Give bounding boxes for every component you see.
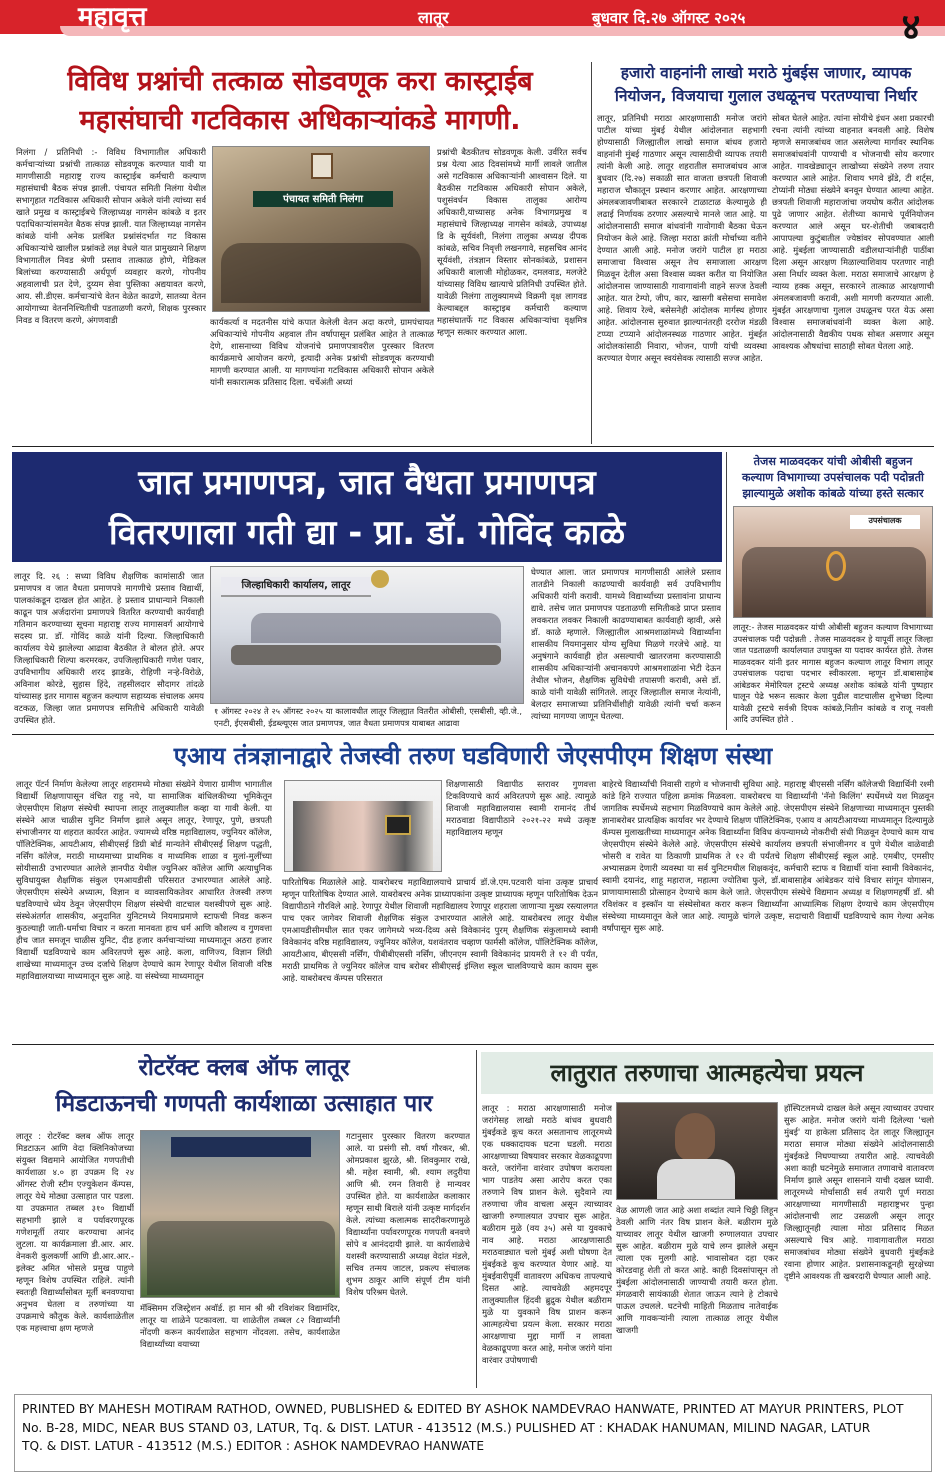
story2-headline-line1: हजारो वाहनांनी लाखो मराठे मुंबईस जाणार, व्यापक bbox=[620, 64, 912, 82]
story3-photo-sign: जिल्हाधिकारी कार्यालय, लातूर bbox=[221, 577, 371, 597]
section-divider bbox=[12, 446, 934, 447]
page-number: ४ bbox=[901, 7, 921, 48]
imprint-text bbox=[22, 1400, 927, 1456]
story4-headline-line2: कल्याण विभागाच्या उपसंचालक पदी पदोन्नती bbox=[742, 471, 924, 484]
story4-photo-sign: उपसंचालक bbox=[850, 515, 920, 529]
story5-column-1: लातूर पॅटर्न निर्माण केलेल्या लातूर शहरामध्ये मोठ्या संख्येने येणारा ग्रामीण भागातील विद्यार्थी शिक्षणापासून वंचित राहू नये, या सामाजिक बांधिलकीच्या भूमिकेतून जेएसपीएम शिक्षण संस्थेची स्थापना लातूर तालुक्यातील कव्हा या गावी केली. या संस्थेने आज चाळीस युनिट निर्माण झाले असून लातूर, रेणापूर, पुणे, छत्रपती संभाजीनगर या शहरात कार्यरत आहेत. ज्यामध्ये वरिष्ठ महाविद्यालय, ज्युनियर कॉलेज, पॉलिटेक्निक, आयटीआय, सीबीएसई डिग्री बोर्ड मान्यतेने सीबीएसई शिक्षण पद्धती, नर्सिंग कॉलेज, मराठी माध्यमाच्या प्राथमिक व माध्यमिक शाळा व मुलां-मुलींच्या सोयीसाठी उभारण्यात आलेले ज्ञानपीठ येथील ज्युनिअर कॉलेज आणि अत्याधुनिक सुविधायुक्त शैक्षणिक संकुल एमआयडीसी परिसरात उभारण्यात आलेले आहे. जेएसपीएम संस्थेने अध्यात्म, विज्ञान व व्यावसायिकतेवर आधारित तेजस्वी तरुण घडविण्याचे ध्येय ठेवून जेएसपीएम शिक्षण संस्थेची वाटचाल यशस्वीपणे सुरू आहे. संस्थेअंतर्गत शासकीय, अनुदानित युनिटमध्ये नियमाप्रमाणे स्टाफची निवड करून कुठल्याही जाती-धर्माचा विचार न करता मानवता हाच धर्म आणि कौशल्य व गुणवत्ता हीच जात समजून चाळीस युनिट, दीड हजार कर्मचाऱ्यांच्या माध्यमातून अठरा हजार विद्यार्थी घडविण्याचे काम अविरतपणे सुरू आहे. कला, वाणिज्य, विज्ञान लिंग्री शाखेच्या माध्यमातून उच्च दर्जाचे शिक्षण देण्याचे काम रेणापूर येथील शिवाजी वरिष्ठ महाविद्यालयाच्या माध्यमातून सुरू आहे. या संस्थेच्या माध्यमातून bbox=[16, 779, 272, 981]
story6-headline-line2: मिडटाऊनची गणपती कार्यशाळा उत्साहात पार bbox=[55, 1091, 433, 1117]
story2-headline bbox=[596, 62, 936, 108]
story1-photo bbox=[212, 146, 430, 312]
award-plaque-icon bbox=[385, 815, 411, 835]
person-shirt-silhouette bbox=[657, 1159, 735, 1199]
person-face-silhouette bbox=[675, 1113, 715, 1161]
story3-photo-caption: १ ऑगस्ट २०२४ ते २५ ऑगस्ट २०२५ या कालावधीत लातूर जिल्ह्यात वितरीत ओबीसी, एसबीसी, व्ही.जे., एनटी, ईएसबीसी, ईडब्ल्यूएस जात प्रमाणपत्र, जात वैधता प्रमाणपत्र याबाबत आढावा bbox=[214, 706, 522, 728]
story4-body: लातूर:- तेजस माळवदकर यांची ओबीसी बहुजन कल्याण विभागाच्या उपसंचालक पदी पदोन्नती . तेजस माळवदकर हे यापूर्वी लातूर जिल्हा जात पडताळणी कार्यालयात उपायुक्त या पदावर कार्यरत होते. तेजस माळवदकर यांनी इतर मागास बहुजन कल्याण लातूर विभाग लातूर उपसंचालक पदाचा पदभार स्वीकारला. म्हणून डॉ.बाबासाहेब आंबेडकर मेमोरियल ट्रस्टचे अध्यक्ष अशोक कांबळे यांनी पुष्पहार घालून पेढे भरून सत्कार केला पुढील वाटचालीस शुभेच्छा दिल्या यावेळी ट्रस्टचे सर्वश्री दिपक कांबळे,नितीन कांबळे व राजू नवली आदि उपस्थित होते . bbox=[733, 622, 933, 724]
story6-headline-line1: रोटरॅक्ट क्लब ऑफ लातूर bbox=[138, 1055, 350, 1081]
story6-column-2: गटानुसार पुरस्कार वितरण करण्यात आले. या प्रसंगी सौ. वर्षा गौरकर, श्री. ओमप्रकाश झुरळे, श्री. शिवकुमार राखे, श्री. महेश स्वामी, श्री. श्याम लदुरीया आणि श्री. रमन तिवारी हे मान्यवर उपस्थित होते. या कार्यशाळेत कलाकार म्हणून साथी बिराले यांनी उत्कृष्ट मार्गदर्शन केले. त्यांच्या कलात्मक सादरीकरणामुळे विद्यार्थ्यांना पर्यावरणपूरक गणपती बनवणे सोपे व आनंददायी झाले. या कार्यशाळेचे यशस्वी करण्यासाठी अध्यक्ष वेदांत मंडले, सचिव तन्मय जाटल, प्रकल्प संचालक शुभम ठाकूर आणि संपूर्ण टीम यांनी विशेष परिश्रम घेतले. bbox=[346, 1131, 470, 1297]
story3-column-2: घेण्यात आला. जात प्रमाणपत्र मागणीसाठी आलेले प्रस्ताव तातडीने निकाली काढण्याची कार्यवाही सर्व उपविभागीय अधिकारी यांनी करावी. यामध्ये विद्यार्थ्यांच्या प्रस्तावांना प्राधान्य द्यावे. तसेच जात प्रमाणपत्र पडताळणी समितीकडे प्राप्त प्रस्ताव लवकरात लवकर निकाली काढण्याबाबत कार्यवाही व्हावी, असे डॉ. काळे म्हणाले. जिल्ह्यातील आश्रमशाळांमध्ये विद्यार्थ्यांना शासकीय नियमानुसार योग्य सुविधा मिळणे गरजेचे आहे. या अनुषंगाने कार्यवाही होत असल्याची खातरजमा करण्यासाठी शासकीय अधिकाऱ्यांनी अचानकपणे आश्रमशाळांना भेटी देऊन तेथील भोजन, शैक्षणिक सुविधेची तपासणी करावी, असे डॉ. काळे यांनी यावेळी सांगितले. लातूर जिल्हातील समाज नेत्यांनी, बेलदार समाजाच्या प्रतिनिधींशीही यावेळी त्यांनी चर्चा करून त्यांच्या मागण्या जाणून घेतल्या. bbox=[531, 567, 721, 721]
story1-headline-line2: महासंघाची गटविकास अधिकाऱ्यांकडे मागणी. bbox=[79, 105, 521, 136]
story6-headline bbox=[14, 1050, 474, 1122]
story1-headline-line1: विविध प्रश्नांची तत्काळ सोडवणूक करा कास्ट्राईब bbox=[67, 66, 533, 97]
officials-silhouette bbox=[251, 613, 501, 643]
story3-banner-line2: वितरणाला गती द्या - प्रा. डॉ. गोविंद काळे bbox=[108, 513, 626, 553]
story1-headline bbox=[14, 62, 586, 140]
story5-column-2b: पारितोषिक मिळालेले आहे. याबरोबरच महाविद्यालयाचे प्राचार्य डॉ.जे.एम.पटवारी यांना उत्कृष्ट प्राचार्य म्हणून पारितोषिक देण्यात आले. याबरोबरच अनेक प्राध्यापकांना उत्कृष्ट प्राध्यापक म्हणून पारितोषिक देऊन विद्यापीठाने गौरविले आहे. रेणापूर येथील शिवाजी महाविद्यालय रेणापूर शहराला जाणाऱ्या मुख्य रस्त्यालगत पाच एकर जागेवर शिवाजी शैक्षणिक संकुल उभारण्यात आलेले आहे. याबरोबरच लातूर येथील एमआयडीसीमधील सात एकर जागेमध्ये भव्य-दिव्य असे विवेकानंद पुरम् शैक्षणिक संकुलामध्ये स्वामी विवेकानंद वरिष्ठ महाविद्यालय, ज्युनियर कॉलेज, यशवंतराव चव्हाण फार्मसी कॉलेज, पॉलिटेक्निक कॉलेज, आयटीआय, बीएससी नर्सिंग, पीबीबीएससी नर्सिंग, जीएनएम स्वामी विवेकानंद प्रायमरी ते १२ वी पर्यंत, मराठी प्राथमिक ते ज्युनियर कॉलेज याच बरोबर सीबीएसई इंग्लिश स्कूल चालविण्याचे काम कायम सुरू आहे. याबरोबरच कॅम्पस परिसरात bbox=[282, 877, 598, 983]
story4-photo bbox=[733, 506, 933, 618]
masthead-city: लातूर bbox=[418, 8, 449, 27]
story3-banner-line1: जात प्रमाणपत्र, जात वैधता प्रमाणपत्र bbox=[138, 463, 596, 503]
story2-column-2: सोबत घेतले आहेत. त्यांना सोयीचे इंधन अशा प्रकारची रचना त्यांनी त्यांच्या वाहनात बनवली आहे. विशेष म्हणजे समाजबांधव जात असलेल्या मार्गावर स्थानिक समाजबांधवांनी पाण्याची व भोजनाची सोय करणार आहेत. गावखेड्यातून लाखोच्या संख्येने तरुण तयार करण्यात आले आहेत. शिवाय भगवे झेंडे, टी शर्ट्स, टोप्यांनी मोठ्या संख्येने बनवून घेण्यात आल्या आहेत. छत्रपती शिवाजी महाराजांचा जयघोष करीत आंदोलक पुढे जाणार आहेत. शेतीच्या कामाचे पूर्वनियोजन करण्यात आले असून घर-शेतीची जबाबदारी आपापल्या कुटुंबातील ज्येष्ठांवर सोपवण्यात आली आहे. मुंबईला जाण्यासाठी वडीलधाऱ्यांनीही पाठींबा दिला असून आरक्षण मिळाल्याशिवाय परतणार नाही असा निर्धार व्यक्त केला. मराठा समाजाचे आरक्षण हे न्याय्य हक्क असून, सरकारने तात्काळ आरक्षणाची अंमलबजावणी करावी, अशी मागणी करण्यात आली. मुंबईत आरक्षणाचा गुलाल उधळूनच परत येऊ असा विश्वास समाजबांधवांनी व्यक्त केला आहे. आंदोलनासाठी वैद्यकीय पथक सोबत असणार असून आवश्यक औषधांचा साठाही सोबत घेतला आहे. bbox=[772, 113, 934, 351]
story1-column-1: निलंगा / प्रतिनिधी :- विविध विभागातील अधिकारी कर्मचाऱ्यांच्या प्रश्नांची तात्काळ सोडवणूक करण्यात यावी या मागणीसाठी महाराष्ट्र राज्य कास्ट्राईब कर्मचारी कल्याण महासंघाची बैठक संपन्न झाली. पंचायत समिती निलंगा येथील सभागृहात गटविकास अधिकारी सोपान अकेले यांनी त्यांच्या सर्व खाते प्रमुख व कास्ट्राईबचे जिल्हाध्यक्ष नागसेन कांबळे व इतर पदाधिकाऱ्यांसमवेत बैठक संपन्न झाली. यात जिल्हाध्यक्ष नागसेन कांबळे यांनी अनेक प्रलंबित प्रश्नांसंदर्भात गट विकास अधिकाऱ्यांचे खालील प्रश्नांकडे लक्ष वेधले यात प्रामुख्याने शिक्षण विभागातील निवड श्रेणी प्रस्ताव तात्काळ होणे, मेडिकल बिलांच्या करण्यासाठी अर्धपूर्ण व्यवहार करणे, गोपनीय अहवालाची प्रत देणे, दुय्यम सेवा पुस्तिका अद्ययावत करणे, आय. सी.डीएस. कर्मचाऱ्यांचे वेतन वेळेत काढणे, सातव्या वेतन आयोगाच्या वेतननिश्चितीची पडताळणी करणे, शिक्षक पुरस्कार निवड व वितरण करणे, अंगणवाडी bbox=[16, 147, 206, 325]
story1-column-2: कार्यकर्त्या व मदतनीस यांचे कपात केलेली वेतन अदा करणे, ग्रामपंचायत अधिकाऱ्यांचे गोपनीय अहवाल तीन वर्षापासून प्रलंबित आहेत ते तात्काळ देणे, शासनाच्या विविध योजनांचे प्रमाणपत्रावरील पुरस्कार वितरण कार्यक्रमाचे आयोजन करणे, इत्यादी अनेक प्रश्नांची सोडवणूक करण्याची मागणी करण्यात आली. या मागण्यांना गटविकास अधिकारी सोपान अकेले यांनी सकारात्मक प्रतिसाद दिला. चर्चेअंती अध्यां bbox=[210, 317, 434, 387]
column-divider bbox=[591, 62, 592, 444]
newspaper-title: महावृत्त bbox=[78, 2, 147, 32]
story7-photo-person bbox=[616, 1102, 778, 1200]
column-divider bbox=[726, 452, 727, 730]
section-divider bbox=[12, 734, 934, 735]
section-divider bbox=[12, 1044, 934, 1045]
group-people-silhouette bbox=[221, 243, 421, 303]
story6-photo bbox=[140, 1130, 340, 1298]
story5-headline: एआय तंत्रज्ञानाद्वारे तेजस्वी तरुण घडविणारी जेएसपीएम शिक्षण संस्था bbox=[173, 742, 773, 770]
story4-headline-line1: तेजस माळवदकर यांची ओबीसी बहुजन bbox=[753, 455, 913, 468]
masthead-date: बुधवार दि.२७ ऑगस्ट २०२५ bbox=[592, 9, 746, 27]
column-divider bbox=[476, 1050, 477, 1388]
story5-photo bbox=[284, 780, 442, 872]
emblem-icon bbox=[371, 570, 389, 588]
award-people-silhouette bbox=[293, 801, 433, 871]
story2-column-1: लातूर, प्रतिनिधी मराठा आरक्षणासाठी मनोज जरांगे पाटील यांच्या मुंबई येथील आंदोलनात सहभागी होण्यासाठी जिल्ह्यातील लाखो समाज बांधव हजारो वाहनांनी मुंबई गाठणार असून त्यासाठीची व्यापक तयारी त्यांनी केली आहे. लातूर शहरातील समाजबांधव आज बुधवार (दि.२७) सकाळी सात वाजता छत्रपती शिवाजी महाराज चौकातून प्रस्थान करणार आहेत. आरक्षणाच्या अंमलबजावणीबाबत सरकारने टाळाटाळ केल्यामुळे ही लढाई निर्णायक ठरणार असल्याचे मानले जात आहे. या आंदोलनासाठी समाज बांधवांनी गावोगावी बैठका घेऊन नियोजन केले आहे. जिल्हा मराठा क्रांती मोर्चाच्या वतीने देण्यात आली आहे. मनोज जरांगे पाटील हा मराठा समाजाचा विश्वास असून तेच समाजाला आरक्षण मिळवून देतील असा विश्वास व्यक्त करीत या नियोजित आंदोलनास जाण्यासाठी गावागावांनी वाहने सज्ज ठेवली आहेत. यात टेम्पो, जीप, कार, खासगी बसेसचा समावेश आहे. शिवाय रेल्वे, बसेसनेही आंदोलक मार्गस्थ होणार आहेत. आंदोलनास सुरुवात झाल्यानंतरही दररोज मंडळी टप्प्या टप्प्याने आंदोलनस्थळ गाठणार आहेत. मुंबईत आंदोलकांसाठी निवारा, भोजन, पाणी यांची व्यवस्था करण्यात येणार असून स्वयंसेवक त्यासाठी सज्ज आहेत. bbox=[597, 113, 767, 363]
story5-column-2a: शिक्षणासाठी विद्यापीठ स्तरावर गुणवत्ता टिकविण्याचे कार्य अविरतपणे सुरू आहे. त्यामुळे शिवाजी महाविद्यालयास स्वामी रामानंद तीर्थ मराठवाडा विद्यापीठाने २०२१-२२ मध्ये उत्कृष्ट महाविद्यालय म्हणून bbox=[446, 779, 596, 837]
conference-table bbox=[231, 645, 501, 665]
story7-column-2: वेळ आणली जात आहे अशा शब्दांत त्याने चिठ्ठी लिहून ठेवली आणि नंतर विष प्राशन केले. बळीराम मुळे याच्यावर लातूर येथील खाजगी रुग्णालयात उपचार सुरू आहेत. बळीराम मुळे याचे लग्न झालेले असून त्याला एक मुलगी आहे. भावासोबत दहा एकर कोरडवाहू शेती तो करत आहे. काही दिवसांपासून तो मुंबईला आंदोलनासाठी जाण्याची तयारी करत होता. मंगळवारी सायंकाळी शेतात जाऊन त्याने हे टोकाचे पाऊल उचलले. घटनेची माहिती मिळताच नातेवाईक आणि गावकऱ्यांनी त्याला तात्काळ लातूर येथील खाजगी bbox=[616, 1205, 778, 1335]
story6-column-1: लातूर : रोटरॅक्ट क्लब ऑफ लातूर मिडटाऊन आणि वेदा क्लिनिकोजच्या संयुक्त विद्यमाने आयोजित गणपतीची कार्यशाळा ४.० हा उपक्रम दि २४ ऑगस्ट रोजी स्टीम एज्युकेशन कॅम्पस, लातूर येथे मोठ्या उत्साहात पार पडला. या उपक्रमात तब्बल ३१० विद्यार्थी सहभागी झाले व पर्यावरणपूरक गणेशमूर्ती तयार करण्याचा आनंद लुटला. या कार्यक्रमाला डी.आर. आर. वेनकरी कुलकर्णी आणि डी.आर.आर.-इलेक्ट अमित भोसले प्रमुख पाहुणे म्हणून विशेष उपस्थित राहिले. त्यांनी स्वतःही विद्यार्थ्यांसोबत मूर्ती बनवण्याचा अनुभव घेतला व तरुणांच्या या उपक्रमाचे कौतुक केले. कार्यशाळेतील एक महत्त्वाचा क्षण म्हणजे bbox=[16, 1131, 134, 1333]
story6-column-2-bottom: मॅक्सिमम रजिस्ट्रेशन अवॉर्ड. हा मान श्री श्री रविशंकर विद्यामंदिर, लातूर या शाळेने पटकावला. या शाळेतील तब्बल ८२ विद्यार्थ्यांनी नोंदणी करून कार्यशाळेत सहभाग नोंदवला. तसेच, कार्यशाळेत विद्यार्थ्यांच्या वयाच्या bbox=[140, 1303, 340, 1349]
story5-column-3: बाहेरचे विद्यार्थ्यांची निवासी राहणे व भोजनाची सुविधा आहे. महाराष्ट्र बीएससी नर्सिंग कॉलेजची विद्यार्थिनी रश्मी कांडे हिने राज्यात पहिला क्रमांक मिळवला. याबरोबरच या विद्यार्थ्यांनी 'नॅनो किलिंग' स्पर्धेमध्ये यश मिळवून जागतिक स्पर्धेमध्ये सहभाग मिळविण्याचे काम केलेले आहे. जेएसपीएम संस्थेने शिक्षणाच्या माध्यमातून पुस्तकी ज्ञानाबरोबर प्रात्यक्षिक कार्यावर भर देण्याचे शिक्षण पॉलिटेक्निक, एआय व आयटीआयच्या माध्यमातून दिल्यामुळे कॅम्पस मुलाखतीच्या माध्यमातून अनेक विद्यार्थ्यांना विविध कंपन्यामध्ये नोकरीची संधी मिळवून देण्याचे काम याच जेएसपीएम संस्थेने केलेले आहे. जेएसपीएम संस्थेचे कार्यालय छत्रपती संभाजीनगर व पुणे येथील वाळेवाडी भोसरी व रावेत या ठिकाणी प्राथमिक ते १२ वी पर्यंतचे शिक्षण सीबीएसई स्कूल आहे. एमबीए, एमसीए अभ्यासक्रम देणारी व्यवस्था या सर्व युनिटमधील शिक्षकवृंद, कर्मचारी स्टाफ व विद्यार्थी यांना स्वामी विवेकानंद, स्वामी दयानंद, शाहू महाराज, महात्मा ज्योतिबा फुले, डॉ.बाबासाहेब आंबेडकर यांचे विचार सांगून योगासन, प्राणायामासाठी प्रोत्साहन देण्याचे काम केले जाते. जेएसपीएम संस्थेचे विद्यमान अध्यक्ष व शिक्षणमहर्षी डॉ. श्री रविशंकर व इस्कॉन या संस्थेसोबत करार करून विद्यार्थ्यांना आध्यात्मिक शिक्षण देण्याचे काम जेएसपीएम संस्थेच्या माध्यमातून केले जात आहे. त्यामुळे चांगले उत्कृष्ट, सदाचारी विद्यार्थी घडविण्याचे काम गेल्या अनेक वर्षांपासून सुरू आहे. bbox=[602, 779, 934, 933]
imprint-line2: No. B-28, MIDC, NEAR BUS STAND 03, LATUR, Tq. & DIST. LATUR - 413512 (M.S.) PULISHED AT : KHADAK HANUMAN, MILIND NAGAR, LATUR bbox=[22, 1420, 871, 1435]
story7-column-1: लातूर : मराठा आरक्षणासाठी मनोज जरांगेसह लाखो मराठे बांधव बुधवारी मुंबईकडे कूच करत असतानाच लातूरमध्ये एक धक्कादायक घटना घडली. मराठा आरक्षणाच्या विषयावर सरकार वेळकाढूपणा करते, जरांगेंना वारंवार उपोषण करायला भाग पाडतेय असा आरोप करत एका तरुणाने विष प्राशन केले. सुदैवाने त्या तरुणाचा जीव वाचला असून त्याच्यावर खाजगी रुग्णालयात उपचार सुरू आहेत. बळीराम मुळे (वय ३५) असे या युवकाचे नाव आहे. मराठा आरक्षणासाठी मराठवाड्यात चलो मुंबई अशी घोषणा देत मुंबईकडे कूच करण्यात येणार आहे. या मुंबईवारीपूर्वी वातावरण अधिकच तापल्याचे दिसत आहे. त्याचवेळी अहमदपूर तालुक्यातील हिंदवी ब्रुद्रुक येथील बळीराम मुळे या युवकाने विष प्राशन करून आत्महत्येचा प्रयत्न केला. सरकार मराठा आरक्षणाचा मुद्दा मार्गी न लावता वेळकाढूपणा करत आहे, मनोज जरांगे यांना वारंवार उपोषणाची bbox=[482, 1103, 612, 1365]
story4-headline bbox=[730, 454, 936, 502]
story7-column-3: हॉस्पिटलमध्ये दाखल केले असून त्याच्यावर उपचार सुरू आहेत. मनोज जरांगे यांनी दिलेल्या 'चलो मुंबई' या हाकेला प्रतिसाद देत लातूर जिल्ह्यातून मराठा समाज मोठ्या संख्येने आंदोलनासाठी मुंबईकडे निघण्याच्या तयारीत आहे. त्याचवेळी अशा काही घटनेमुळे समाजात तणावाचे वातावरण निर्माण झाले असून शासनाने याची दखल घ्यावी. लातूरमध्ये मोर्चासाठी सर्व तयारी पूर्ण मराठा आरक्षणाच्या मागणीसाठी महाराष्ट्रभर पुन्हा आंदोलनाची लाट उसळली असून लातूर जिल्ह्यातूनही त्याला मोठा प्रतिसाद मिळत असल्याचे चित्र आहे. गावागावातील मराठा समाजबांधव मोठ्या संख्येने बुधवारी मुंबईकडे रवाना होणार आहेत. प्रशासनाकडूनही सुरक्षेच्या दृष्टीने आवश्यक ती खबरदारी घेण्यात आली आहे. bbox=[784, 1103, 934, 1281]
story1-photo-sign: पंचायत समिती निलंगा bbox=[253, 191, 393, 207]
garland-icon bbox=[826, 551, 846, 581]
story3-banner bbox=[12, 452, 722, 562]
story7-headline: लातुरात तरुणाचा आत्महत्येचा प्रयत्न bbox=[481, 1052, 933, 1094]
portrait-frame-icon bbox=[311, 153, 333, 179]
imprint-line3: TQ. & DIST. LATUR - 413512 (M.S.) EDITOR : ASHOK NAMDEVRAO HANWATE bbox=[22, 1439, 485, 1453]
students-silhouette bbox=[147, 1221, 335, 1295]
story3-photo bbox=[210, 566, 524, 704]
story1-column-3: प्रश्नांची बैठकीतच सोडवणूक केली. उर्वरित सर्वच प्रश्न येत्या आठ दिवसांमध्ये मार्गी लावले जातील असे गटविकास अधिकाऱ्यांनी आश्वासन दिले. या बैठकीस गटविकास अधिकारी सोपान अकेले, पशुसंवर्धन विकास तालुका आरोग्य अधिकारी,याच्यासह अनेक विभागप्रमुख व महासंघाचे जिल्हाध्यक्ष नागसेन कांबळे, उपाध्यक्ष डि के सूर्यवंशी, निलंगा तालुका अध्यक्ष दीपक कांबळे, सचिव निवृत्ती लखनगावे, सहसचिव आनंद सूर्यवंशी, तंत्रज्ञान विस्तार सोनकांबळे, प्रशासन अधिकारी बालाजी मोहोळकर, दमलवाड, मलजेटे यांच्यासह विविध खात्याचे प्रतिनिधी उपस्थित होते. यावेळी निलंगा तालुक्यामध्ये विक्रमी वृक्ष लागवड केल्याबद्दल कास्ट्राइब कर्मचारी कल्याण महासंघातर्फे गट विकास अधिकाऱ्यांचा वृक्षमित्र म्हणून सत्कार करण्यात आला. bbox=[437, 147, 587, 337]
story4-headline-line3: झाल्यामुळे अशोक कांबळे यांच्या हस्ते सत्कार bbox=[742, 487, 924, 500]
story2-headline-line2: नियोजन, विजयाचा गुलाल उधळूनच परतण्याचा निर्धार bbox=[614, 87, 918, 105]
event-banner bbox=[171, 1137, 311, 1157]
story3-column-1: लातूर दि. २६ : सध्या विविध शैक्षणिक कामांसाठी जात प्रमाणपत्र व जात वैधता प्रमाणपत्रे मागणीचे प्रस्ताव विद्यार्थी, पालकांकडून दाखल होत आहेत. हे प्रस्ताव प्राधान्याने निकाली काढून पात्र अर्जदारांना प्रमाणपत्रे वितरित करण्याची कार्यवाही गतिमान करण्याच्या सूचना महाराष्ट्र राज्य मागासवर्ग आयोगाचे सदस्य प्रा. डॉ. गोविंद काळे यांनी दिल्या. जिल्हाधिकारी कार्यालय येथे झालेल्या आढावा बैठकीत ते बोलत होते. अपर जिल्हाधिकारी शिल्पा करमरकर, उपजिल्हाधिकारी गणेश पवार, उपविभागीय अधिकारी शरद झाडके, रोहिणी नऱ्हे-विरोळे, अविनाश कोरडे, सुहास हिंदे, तहसीलदार सौदागर तांदळे यांच्यासह इतर मागास बहुजन कल्याण सहाय्यक संचालक अमय वटकळ, जिल्हा जात प्रमाणपत्र समितीचे अधिकारी यावेळी उपस्थित होते. bbox=[14, 571, 204, 725]
imprint-line1: PRINTED BY MAHESH MOTIRAM RATHOD, OWNED, PUBLISHED & EDITED BY ASHOK NAMDEVRAO HANWATE, PRINTED AT MAYUR PRINTERS, PLOT bbox=[22, 1402, 904, 1416]
